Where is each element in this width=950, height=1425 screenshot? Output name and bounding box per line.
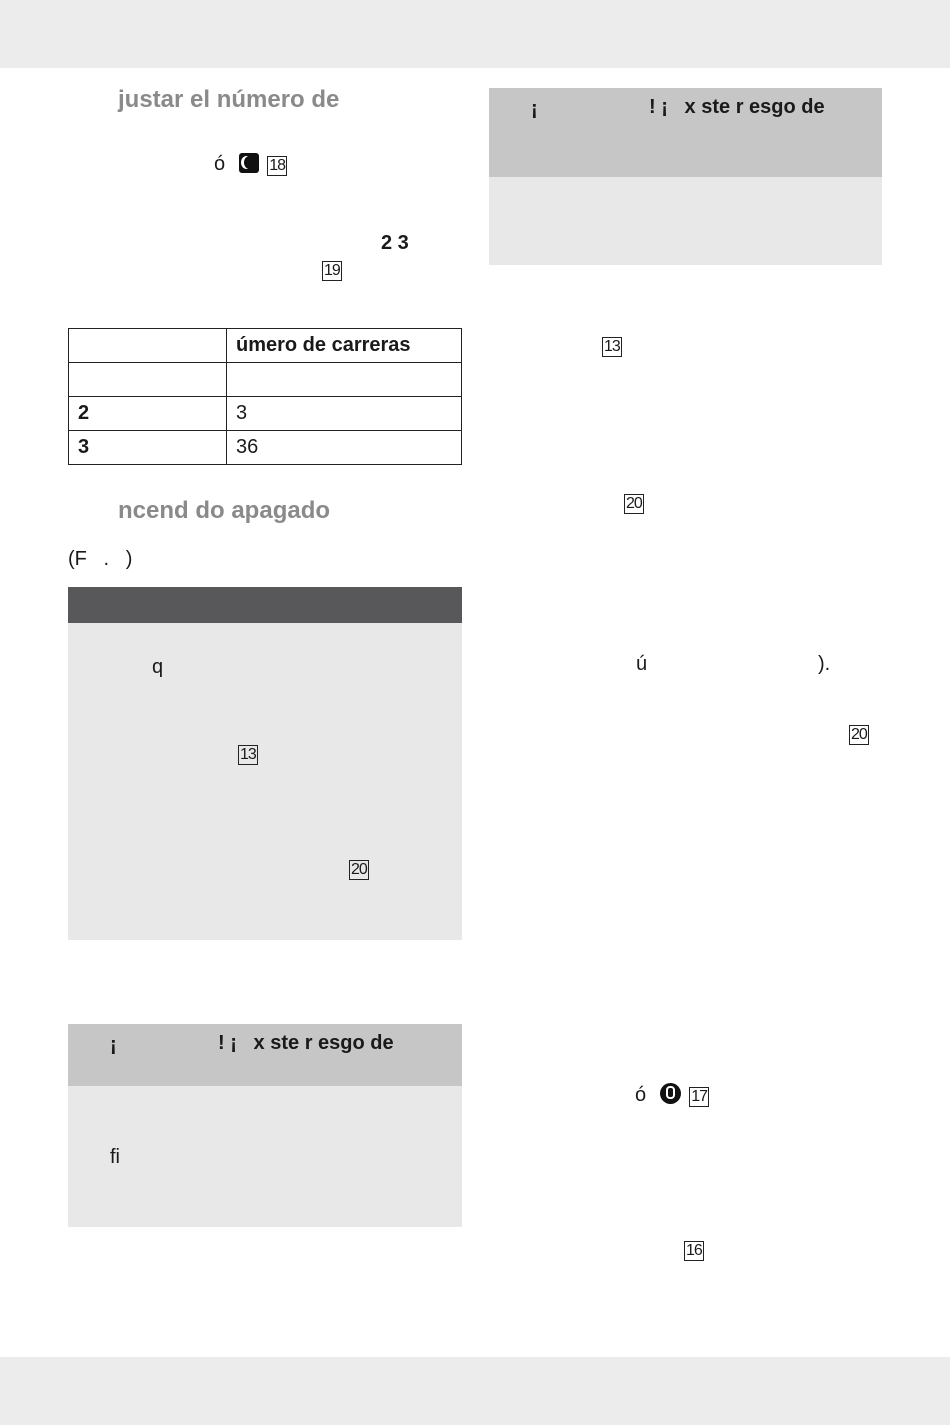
table-row [69,397,462,431]
ref-20: 20 [626,495,642,512]
table-cell [227,363,462,397]
right-warning-title-b: ! ¡ x ste r esgo de [649,96,825,118]
warning-box-body [68,1086,462,1227]
table-header-cell: úmero de carreras [227,329,462,363]
note-ref-13-wrap [238,745,258,765]
ref-20: 20 [351,861,367,878]
right-warning-title-a: ¡ [531,98,538,120]
warning-line-fi: fi [110,1146,120,1168]
right-ref-13-wrap [602,337,622,357]
bottom-band [0,1357,950,1425]
top-band [0,0,950,68]
table-cell: 36 [227,431,462,465]
ref-20: 20 [851,726,867,743]
line-o-symbol [214,153,287,176]
heading-on-off: ncend do apagado [118,497,331,524]
ref-13: 13 [604,338,620,355]
table-row [69,431,462,465]
accent-o: ó [214,153,226,175]
right-ref-20-a-wrap [624,494,644,514]
table-cell: 3 [227,397,462,431]
figure-reference: (F . ) [68,548,133,570]
strokes-table [68,328,462,465]
table-cell [69,363,227,397]
ref-18: 18 [269,157,286,174]
note-box-body [68,623,462,940]
warning-title-b: ! ¡ x ste r esgo de [218,1032,394,1054]
right-ref-20-b-wrap [849,725,869,745]
table-cell: 3 [69,431,227,465]
right-line-paren: ). [818,653,831,675]
table-header-cell [69,329,227,363]
table-header-row [69,329,462,363]
heading-adjust-strokes: justar el número de [118,86,340,113]
right-line-u: ú [636,653,648,675]
note-box-header [68,587,462,623]
note-ref-20-wrap [349,860,369,880]
ref-19: 19 [324,262,340,279]
right-warning-box-body [489,177,882,265]
moon-icon [239,153,259,173]
note-line-q: q [152,656,164,678]
right-line-o-symbol [635,1083,709,1107]
ref-13: 13 [240,746,256,763]
accent-o: ó [635,1084,647,1106]
right-ref-16-wrap [684,1241,704,1261]
ref-17: 17 [691,1088,708,1105]
table-cell: 2 [69,397,227,431]
ref-19-wrap [322,261,342,281]
timer-icon [660,1083,681,1104]
ref-16: 16 [686,1242,702,1259]
bold-2-3: 2 3 [381,232,409,254]
warning-title-a: ¡ [110,1034,117,1056]
table-row [69,363,462,397]
